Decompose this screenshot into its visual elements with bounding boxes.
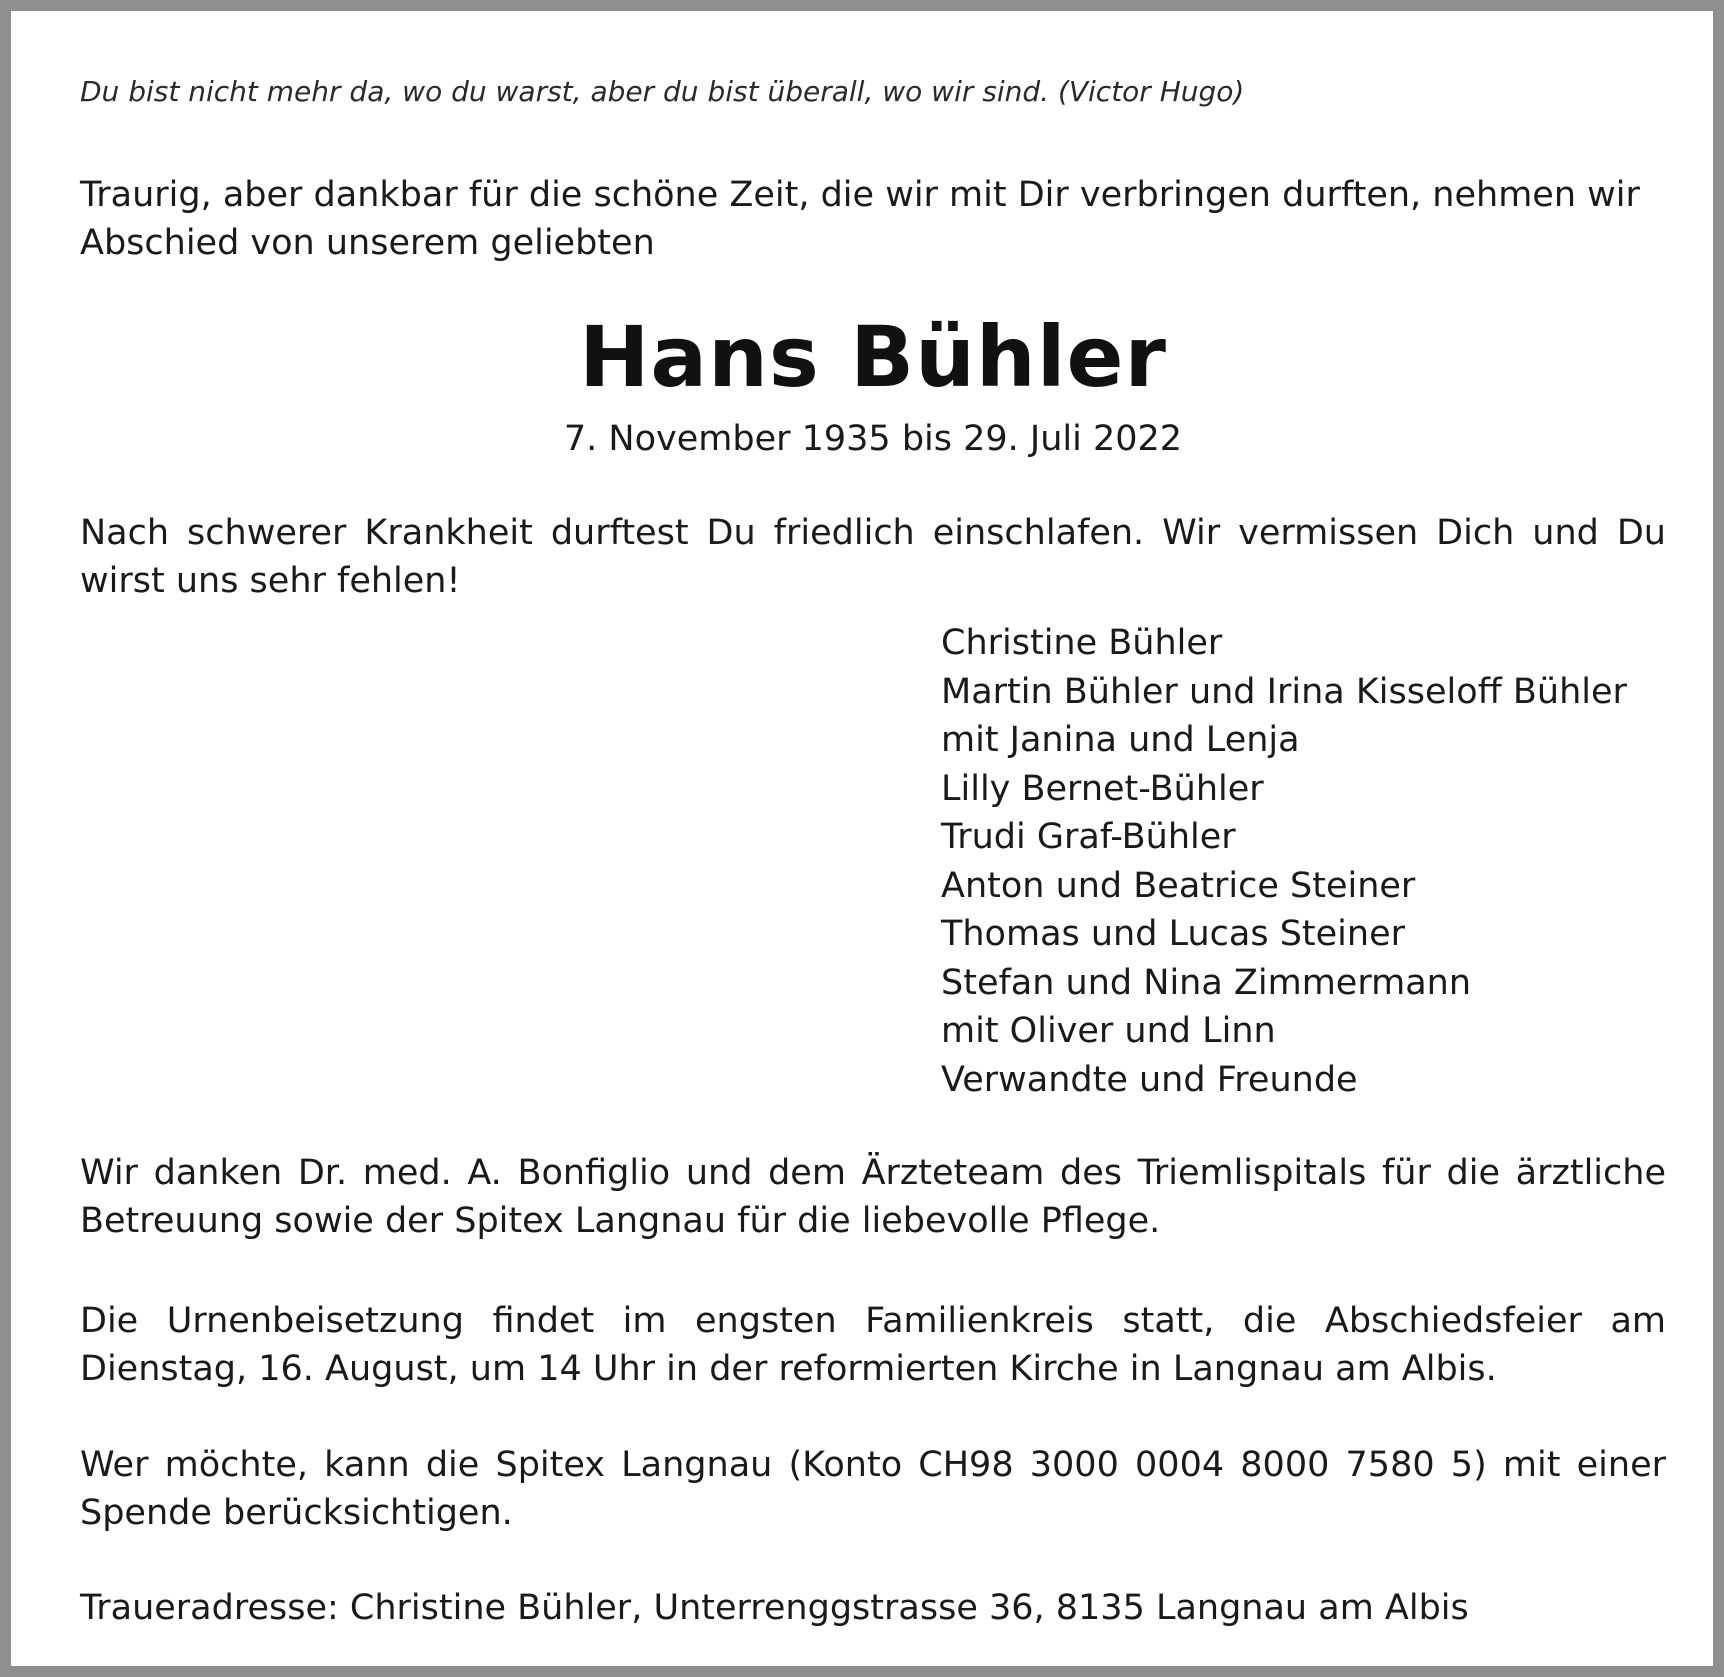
- mourner-line: mit Oliver und Linn: [941, 1011, 1276, 1051]
- mourner-line: Trudi Graf-Bühler: [941, 817, 1236, 857]
- mourner-line: Verwandte und Freunde: [941, 1059, 1358, 1100]
- mourning-address: Traueradresse: Christine Bühler, Unterrenggstrasse 36, 8135 Langnau am Albis: [80, 1588, 1469, 1628]
- mourner-line: Christine Bühler: [941, 623, 1223, 663]
- mourner-line: Lilly Bernet-Bühler: [941, 768, 1264, 809]
- mourner-line: Stefan und Nina Zimmermann: [941, 962, 1472, 1003]
- intro-text: Traurig, aber dankbar für die schöne Zeit, die wir mit Dir verbringen durften, nehmen wir Abschied von unserem geliebten: [80, 175, 1640, 263]
- mourner-line: Martin Bühler und Irina Kisseloff Bühler: [941, 671, 1627, 712]
- service-details: Die Urnenbeisetzung findet im engsten Familienkreis statt, die Abschiedsfeier am Dienstag, 16. August, um 14 Uhr in der reformierten Kirche in Langnau am Albis.: [80, 1301, 1666, 1389]
- life-dates: 7. November 1935 bis 29. Juli 2022: [563, 419, 1183, 459]
- mourners-list: [941, 619, 1627, 1104]
- farewell-text: Nach schwerer Krankheit durftest Du friedlich einschlafen. Wir vermissen Dich und Du wirst uns sehr fehlen!: [80, 513, 1666, 601]
- mourner-line: mit Janina und Lenja: [941, 720, 1300, 760]
- motto-quote: Du bist nicht mehr da, wo du warst, aber du bist überall, wo wir sind. (Victor Hugo): [80, 75, 1245, 108]
- mourner-line: Anton und Beatrice Steiner: [941, 865, 1416, 906]
- mourner-line: Thomas und Lucas Steiner: [941, 914, 1406, 954]
- deceased-name: Hans Bühler: [579, 308, 1167, 406]
- thanks-text: Wir danken Dr. med. A. Bonfiglio und dem Ärzteteam des Triemlispitals für die ärztliche Betreuung sowie der Spitex Langnau für die liebevolle Pflege.: [80, 1153, 1666, 1241]
- donation-text: Wer möchte, kann die Spitex Langnau (Konto CH98 3000 0004 8000 7580 5) mit einer Spende berücksichtigen.: [80, 1445, 1666, 1533]
